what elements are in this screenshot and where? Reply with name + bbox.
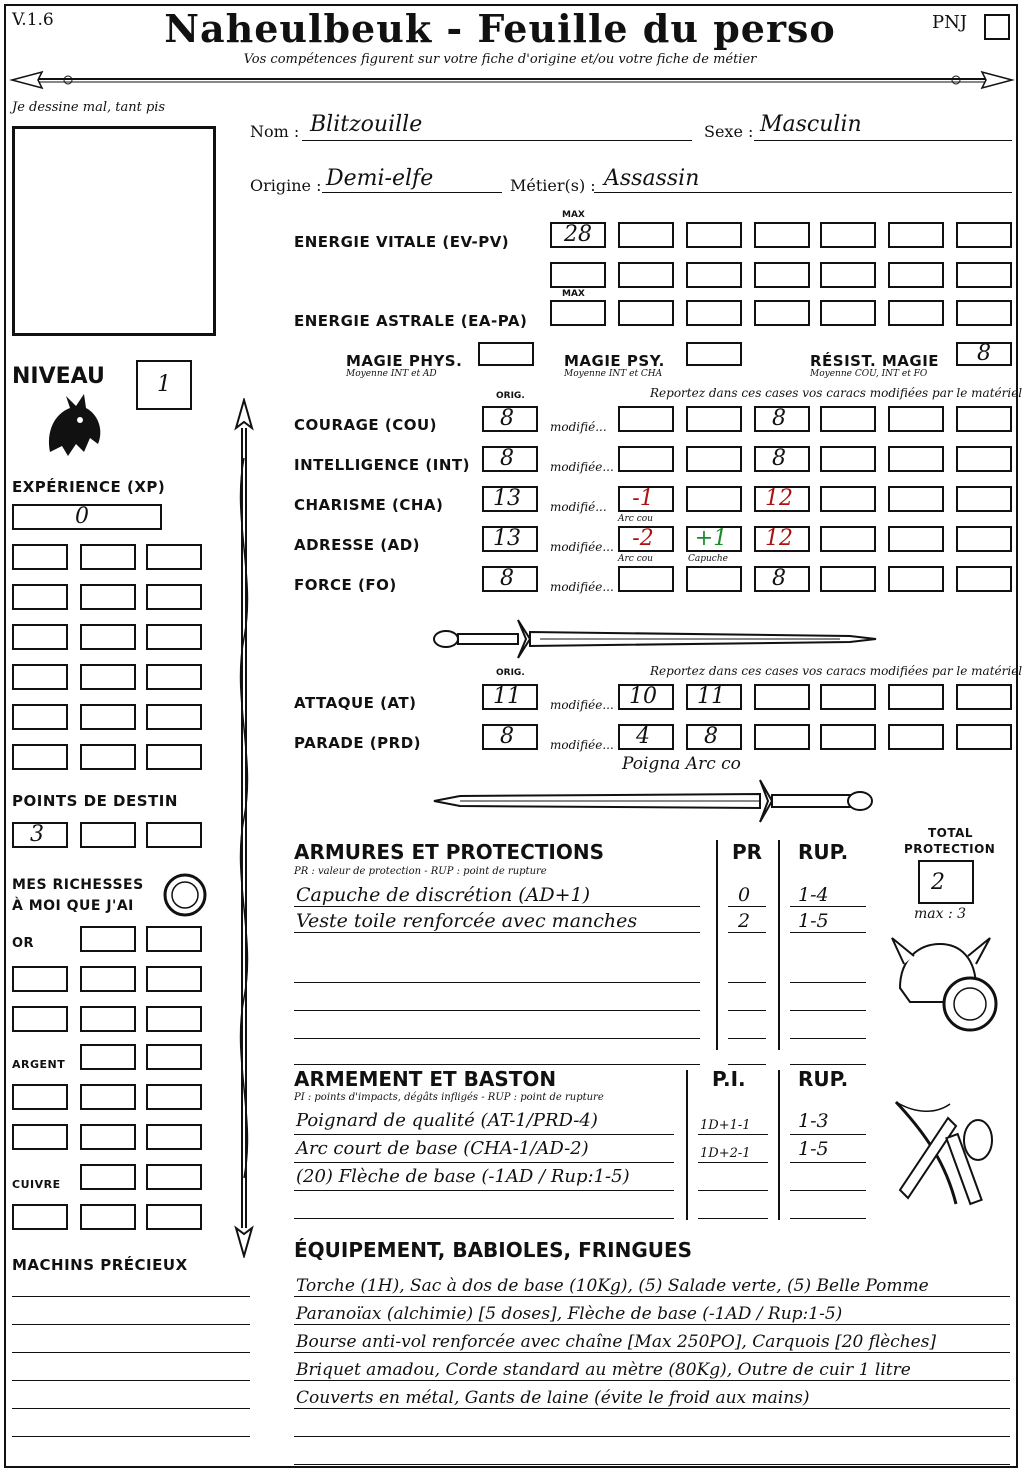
ea-box-3[interactable] xyxy=(754,300,810,326)
armement-sub: PI : points d'impacts, dégâts infligés - RUP : point de rupture xyxy=(294,1092,604,1103)
stat-modif-label: modifiée... xyxy=(550,580,614,594)
armure-pr: 2 xyxy=(738,910,751,932)
stat-orig-value: 8 xyxy=(500,406,514,431)
equipement-item: Briquet amadou, Corde standard au mètre (80Kg), Outre de cuir 1 litre xyxy=(296,1360,911,1380)
machins-line[interactable] xyxy=(12,1380,250,1381)
armure-rup-line[interactable] xyxy=(790,1064,866,1065)
helmet-shield-icon xyxy=(890,928,1000,1038)
dragon-icon xyxy=(40,392,106,462)
magie-phys-label: MAGIE PHYS. xyxy=(346,352,463,370)
stat-modif-2-value: +1 xyxy=(694,526,728,551)
portrait-caption: Je dessine mal, tant pis xyxy=(12,100,166,115)
stat-modif-label: modifié... xyxy=(550,420,607,434)
xp-box[interactable] xyxy=(80,544,136,570)
equipement-title: ÉQUIPEMENT, BABIOLES, FRINGUES xyxy=(294,1238,693,1262)
stat-modif-3-value: 8 xyxy=(772,446,786,471)
money-box[interactable] xyxy=(12,1204,68,1230)
money-box[interactable] xyxy=(146,966,202,992)
xp-box[interactable] xyxy=(80,664,136,690)
money-box[interactable] xyxy=(80,926,136,952)
stats-orig-label: ORIG. xyxy=(496,391,525,401)
stat-note-2: Capuche xyxy=(688,554,728,564)
armure-line[interactable] xyxy=(294,906,700,907)
stat-modif-box[interactable] xyxy=(618,406,674,432)
xp-box[interactable] xyxy=(12,624,68,650)
ev-box-row2-7[interactable] xyxy=(956,262,1012,288)
stat-modif-label: modifiée... xyxy=(550,460,614,474)
stat-note-1: Arc cou xyxy=(618,554,653,564)
magie-psy-sub: Moyenne INT et CHA xyxy=(564,369,663,379)
armure-pr: 0 xyxy=(738,884,751,906)
xp-box[interactable] xyxy=(12,704,68,730)
equipement-item: Paranoïax (alchimie) [5 doses], Flèche de base (-1AD / Rup:1-5) xyxy=(296,1304,843,1324)
stat-modif-box[interactable] xyxy=(686,486,742,512)
stat-modif-box[interactable] xyxy=(618,446,674,472)
sword-icon xyxy=(430,616,880,662)
armement-rup: 1-3 xyxy=(798,1110,829,1132)
ev-max-label: MAX xyxy=(562,210,585,220)
armement-divider-2 xyxy=(778,1070,780,1220)
equipement-item: Bourse anti-vol renforcée avec chaîne [Max 250PO], Carquois [20 flèches] xyxy=(296,1332,937,1352)
sheet-title: Naheulbeuk - Feuille du perso xyxy=(164,6,836,51)
equipement-line[interactable] xyxy=(294,1296,1010,1297)
armement-rup-line[interactable] xyxy=(790,1134,866,1135)
money-box[interactable] xyxy=(12,1124,68,1150)
machins-line[interactable] xyxy=(12,1352,250,1353)
ev-box-row2-2[interactable] xyxy=(618,262,674,288)
machins-line[interactable] xyxy=(12,1436,250,1437)
combat-modif-2-value: 8 xyxy=(704,724,718,749)
armement-divider-1 xyxy=(686,1070,688,1220)
stat-modif-3-value: 12 xyxy=(765,526,793,551)
sheet-subtitle: Vos compétences figurent sur votre fiche d'origine et/ou votre fiche de métier xyxy=(243,52,757,67)
armement-name: (20) Flèche de base (-1AD / Rup:1-5) xyxy=(296,1166,630,1187)
combat-label: PARADE (PRD) xyxy=(294,734,422,752)
xp-box[interactable] xyxy=(12,744,68,770)
armure-pr-line[interactable] xyxy=(728,1064,766,1065)
destin-box-2[interactable] xyxy=(80,822,136,848)
money-box[interactable] xyxy=(146,1124,202,1150)
stat-modif-label: modifiée... xyxy=(550,540,614,554)
equipement-line[interactable] xyxy=(294,1436,1010,1437)
ea-max-box[interactable] xyxy=(550,300,606,326)
stat-orig-value: 13 xyxy=(493,526,521,551)
magie-phys-box[interactable] xyxy=(478,342,534,366)
combat-modif-box[interactable] xyxy=(888,684,944,710)
armure-line[interactable] xyxy=(294,1010,700,1011)
total-protection-value: 2 xyxy=(931,870,945,895)
stat-modif-box[interactable] xyxy=(956,486,1012,512)
portrait-box[interactable] xyxy=(12,126,216,336)
ev-box-1[interactable] xyxy=(618,222,674,248)
stat-modif-box[interactable] xyxy=(956,526,1012,552)
combat-modif-label: modifiée... xyxy=(550,738,614,752)
stat-modif-box[interactable] xyxy=(820,406,876,432)
armement-rup-header: RUP. xyxy=(798,1067,849,1091)
xp-box[interactable] xyxy=(146,584,202,610)
stat-modif-box[interactable] xyxy=(686,406,742,432)
armure-pr-line[interactable] xyxy=(728,1010,766,1011)
xp-value: 0 xyxy=(75,504,89,529)
xp-box[interactable] xyxy=(80,744,136,770)
ev-box-3[interactable] xyxy=(754,222,810,248)
armure-line[interactable] xyxy=(294,1038,700,1039)
niveau-label: NIVEAU xyxy=(12,364,105,389)
ev-box-4[interactable] xyxy=(820,222,876,248)
money-box[interactable] xyxy=(146,1164,202,1190)
stat-modif-box[interactable] xyxy=(618,566,674,592)
coin-icon xyxy=(162,872,208,918)
combat-report-note: Reportez dans ces cases vos caracs modifiées par le matériel xyxy=(650,664,1023,678)
stat-modif-box[interactable] xyxy=(888,486,944,512)
argent-label: ARGENT xyxy=(12,1058,66,1071)
armure-pr-line[interactable] xyxy=(728,1038,766,1039)
stat-modif-label: modifié... xyxy=(550,500,607,514)
machins-label: MACHINS PRÉCIEUX xyxy=(12,1256,188,1274)
total-protection-label-2: PROTECTION xyxy=(904,842,996,856)
stat-modif-box[interactable] xyxy=(820,446,876,472)
machins-line[interactable] xyxy=(12,1296,250,1297)
armure-line[interactable] xyxy=(294,932,700,933)
destin-box-3[interactable] xyxy=(146,822,202,848)
stat-modif-3-value: 8 xyxy=(772,566,786,591)
combat-modif-1-value: 4 xyxy=(636,724,650,749)
resist-magie-sub: Moyenne COU, INT et FO xyxy=(810,369,928,379)
armure-rup-line[interactable] xyxy=(790,906,866,907)
sexe-label: Sexe : xyxy=(704,122,754,141)
stat-modif-box[interactable] xyxy=(956,446,1012,472)
money-box[interactable] xyxy=(12,1006,68,1032)
money-box[interactable] xyxy=(80,1164,136,1190)
armure-pr-line[interactable] xyxy=(728,932,766,933)
stat-modif-box[interactable] xyxy=(686,446,742,472)
armure-rup: 1-5 xyxy=(798,910,829,932)
combat-orig-value: 8 xyxy=(500,724,514,749)
origine-value: Demi-elfe xyxy=(326,166,434,191)
xp-box[interactable] xyxy=(146,544,202,570)
combat-orig-label: ORIG. xyxy=(496,668,525,678)
money-box[interactable] xyxy=(146,1006,202,1032)
machins-line[interactable] xyxy=(12,1324,250,1325)
ea-label: ENERGIE ASTRALE (EA-PA) xyxy=(294,312,528,330)
money-box[interactable] xyxy=(80,966,136,992)
armure-pr-line[interactable] xyxy=(728,982,766,983)
money-box[interactable] xyxy=(146,926,202,952)
combat-modif-2-value: 11 xyxy=(697,684,725,709)
xp-box[interactable] xyxy=(146,744,202,770)
armement-title: ARMEMENT ET BASTON xyxy=(294,1067,557,1091)
cuivre-label: CUIVRE xyxy=(12,1178,61,1191)
money-box[interactable] xyxy=(80,1204,136,1230)
stat-modif-1-value: -2 xyxy=(632,526,654,551)
stat-modif-box[interactable] xyxy=(820,526,876,552)
xp-label: EXPÉRIENCE (XP) xyxy=(12,478,166,496)
armement-pi: 1D+1-1 xyxy=(700,1118,751,1133)
stat-modif-box[interactable] xyxy=(888,406,944,432)
stat-modif-box[interactable] xyxy=(888,566,944,592)
combat-modif-box[interactable] xyxy=(754,724,810,750)
ea-box-1[interactable] xyxy=(618,300,674,326)
richesses-label-1: MES RICHESSES xyxy=(12,877,144,893)
combat-modif-label: modifiée... xyxy=(550,698,614,712)
sword-icon-2 xyxy=(430,778,880,824)
stat-orig-value: 8 xyxy=(500,446,514,471)
armure-name: Veste toile renforcée avec manches xyxy=(296,910,638,932)
resist-magie-value: 8 xyxy=(977,341,991,366)
magie-psy-box[interactable] xyxy=(686,342,742,366)
combat-orig-value: 11 xyxy=(493,684,521,709)
stat-label: FORCE (FO) xyxy=(294,576,397,594)
version-label: V.1.6 xyxy=(12,10,54,30)
armement-pi-line[interactable] xyxy=(698,1218,768,1219)
origine-label: Origine : xyxy=(250,176,322,195)
stat-modif-box[interactable] xyxy=(888,526,944,552)
vertical-spear-icon xyxy=(226,398,262,1258)
ea-box-2[interactable] xyxy=(686,300,742,326)
combat-modif-box[interactable] xyxy=(956,684,1012,710)
stat-modif-1-value: -1 xyxy=(632,486,654,511)
armure-rup-line[interactable] xyxy=(790,1038,866,1039)
armement-pi-line[interactable] xyxy=(698,1162,768,1163)
resist-magie-label: RÉSIST. MAGIE xyxy=(810,352,940,370)
stat-orig-value: 8 xyxy=(500,566,514,591)
combat-modif-box[interactable] xyxy=(820,724,876,750)
stat-modif-3-value: 12 xyxy=(765,486,793,511)
ev-box-row2-6[interactable] xyxy=(888,262,944,288)
magie-phys-sub: Moyenne INT et AD xyxy=(346,369,437,379)
stat-label: COURAGE (COU) xyxy=(294,416,438,434)
money-box[interactable] xyxy=(80,1084,136,1110)
xp-box[interactable] xyxy=(12,664,68,690)
total-protection-label-1: TOTAL xyxy=(928,826,974,840)
armure-pr-line[interactable] xyxy=(728,906,766,907)
money-box[interactable] xyxy=(146,1044,202,1070)
armures-sub: PR : valeur de protection - RUP : point de rupture xyxy=(294,866,547,877)
equipement-line[interactable] xyxy=(294,1352,1010,1353)
xp-box[interactable] xyxy=(146,704,202,730)
machins-line[interactable] xyxy=(12,1408,250,1409)
armure-line[interactable] xyxy=(294,1064,700,1065)
money-box[interactable] xyxy=(80,1006,136,1032)
pnj-label: PNJ xyxy=(932,12,968,33)
equipement-item: Torche (1H), Sac à dos de base (10Kg), (5) Salade verte, (5) Belle Pomme xyxy=(296,1276,929,1296)
weapons-icon xyxy=(886,1094,1006,1214)
money-box[interactable] xyxy=(12,1084,68,1110)
armures-title: ARMURES ET PROTECTIONS xyxy=(294,840,604,864)
ev-label: ENERGIE VITALE (EV-PV) xyxy=(294,233,510,251)
ev-box-5[interactable] xyxy=(888,222,944,248)
stat-orig-value: 13 xyxy=(493,486,521,511)
richesses-label-2: À MOI QUE J'AI xyxy=(12,898,134,914)
nom-label: Nom : xyxy=(250,122,300,141)
stat-label: ADRESSE (AD) xyxy=(294,536,421,554)
armure-rup-line[interactable] xyxy=(790,982,866,983)
ea-box-6[interactable] xyxy=(956,300,1012,326)
niveau-value: 1 xyxy=(157,372,171,397)
max-protection-note: max : 3 xyxy=(914,906,967,922)
xp-box[interactable] xyxy=(80,624,136,650)
armure-rup-line[interactable] xyxy=(790,932,866,933)
ev-max-value: 28 xyxy=(564,222,592,247)
destin-label: POINTS DE DESTIN xyxy=(12,792,178,810)
nom-value: Blitzouille xyxy=(310,112,423,137)
stat-modif-box[interactable] xyxy=(956,566,1012,592)
combat-modif-1-value: 10 xyxy=(629,684,657,709)
ev-box-row2-5[interactable] xyxy=(820,262,876,288)
xp-box[interactable] xyxy=(80,704,136,730)
armement-line[interactable] xyxy=(294,1218,674,1219)
xp-box[interactable] xyxy=(12,544,68,570)
armure-name: Capuche de discrétion (AD+1) xyxy=(296,884,591,906)
armement-rup-line[interactable] xyxy=(790,1162,866,1163)
combat-modif-box[interactable] xyxy=(956,724,1012,750)
equipement-line[interactable] xyxy=(294,1380,1010,1381)
ev-box-6[interactable] xyxy=(956,222,1012,248)
armures-rup-header: RUP. xyxy=(798,840,849,864)
armement-pi: 1D+2-1 xyxy=(700,1146,751,1161)
armement-line[interactable] xyxy=(294,1190,674,1191)
equipement-line[interactable] xyxy=(294,1408,1010,1409)
xp-box[interactable] xyxy=(80,584,136,610)
xp-box[interactable] xyxy=(146,664,202,690)
destin-value: 3 xyxy=(30,822,44,847)
ev-box-row2-4[interactable] xyxy=(754,262,810,288)
armure-line[interactable] xyxy=(294,982,700,983)
equipement-item: Couverts en métal, Gants de laine (évite le froid aux mains) xyxy=(296,1388,810,1408)
sexe-value: Masculin xyxy=(760,112,862,137)
ev-box-2[interactable] xyxy=(686,222,742,248)
money-box[interactable] xyxy=(146,1084,202,1110)
stat-label: INTELLIGENCE (INT) xyxy=(294,456,470,474)
money-box[interactable] xyxy=(80,1044,136,1070)
metier-value: Assassin xyxy=(604,166,700,191)
armement-pi-line[interactable] xyxy=(698,1134,768,1135)
spear-divider-icon xyxy=(8,64,1016,94)
armement-pi-line[interactable] xyxy=(698,1190,768,1191)
armures-pr-header: PR xyxy=(732,840,763,864)
combat-modif-box[interactable] xyxy=(820,684,876,710)
equipement-line[interactable] xyxy=(294,1324,1010,1325)
armement-name: Arc court de base (CHA-1/AD-2) xyxy=(296,1138,589,1159)
armement-line[interactable] xyxy=(294,1162,674,1163)
pnj-checkbox[interactable] xyxy=(984,14,1010,40)
armement-name: Poignard de qualité (AT-1/PRD-4) xyxy=(296,1110,598,1131)
stat-modif-box[interactable] xyxy=(820,486,876,512)
money-box[interactable] xyxy=(80,1124,136,1150)
stat-modif-box[interactable] xyxy=(820,566,876,592)
xp-box[interactable] xyxy=(12,584,68,610)
stat-note-1: Arc cou xyxy=(618,514,653,524)
stat-modif-box[interactable] xyxy=(888,446,944,472)
ea-max-label: MAX xyxy=(562,289,585,299)
stat-label: CHARISME (CHA) xyxy=(294,496,444,514)
armement-rup-line[interactable] xyxy=(790,1190,866,1191)
magie-psy-label: MAGIE PSY. xyxy=(564,352,665,370)
stat-modif-box[interactable] xyxy=(956,406,1012,432)
equipement-line[interactable] xyxy=(294,1464,1010,1465)
stat-modif-3-value: 8 xyxy=(772,406,786,431)
armement-pi-header: P.I. xyxy=(712,1067,746,1091)
armure-rup-line[interactable] xyxy=(790,1010,866,1011)
ea-box-5[interactable] xyxy=(888,300,944,326)
armures-divider-1 xyxy=(716,840,718,1050)
metier-label: Métier(s) : xyxy=(510,176,596,195)
stats-report-note: Reportez dans ces cases vos caracs modifiées par le matériel xyxy=(650,386,1023,400)
armement-rup: 1-5 xyxy=(798,1138,829,1160)
armement-rup-line[interactable] xyxy=(790,1218,866,1219)
money-box[interactable] xyxy=(146,1204,202,1230)
combat-modif-box[interactable] xyxy=(754,684,810,710)
armement-line[interactable] xyxy=(294,1134,674,1135)
ev-box-row2-3[interactable] xyxy=(686,262,742,288)
combat-modif-box[interactable] xyxy=(888,724,944,750)
xp-box[interactable] xyxy=(146,624,202,650)
ea-box-4[interactable] xyxy=(820,300,876,326)
armure-rup: 1-4 xyxy=(798,884,829,906)
or-label: OR xyxy=(12,936,35,951)
combat-label: ATTAQUE (AT) xyxy=(294,694,417,712)
ev-box-row2-1[interactable] xyxy=(550,262,606,288)
armures-divider-2 xyxy=(778,840,780,1050)
money-box[interactable] xyxy=(12,966,68,992)
combat-note: Poigna Arc co xyxy=(622,754,741,774)
stat-modif-box[interactable] xyxy=(686,566,742,592)
